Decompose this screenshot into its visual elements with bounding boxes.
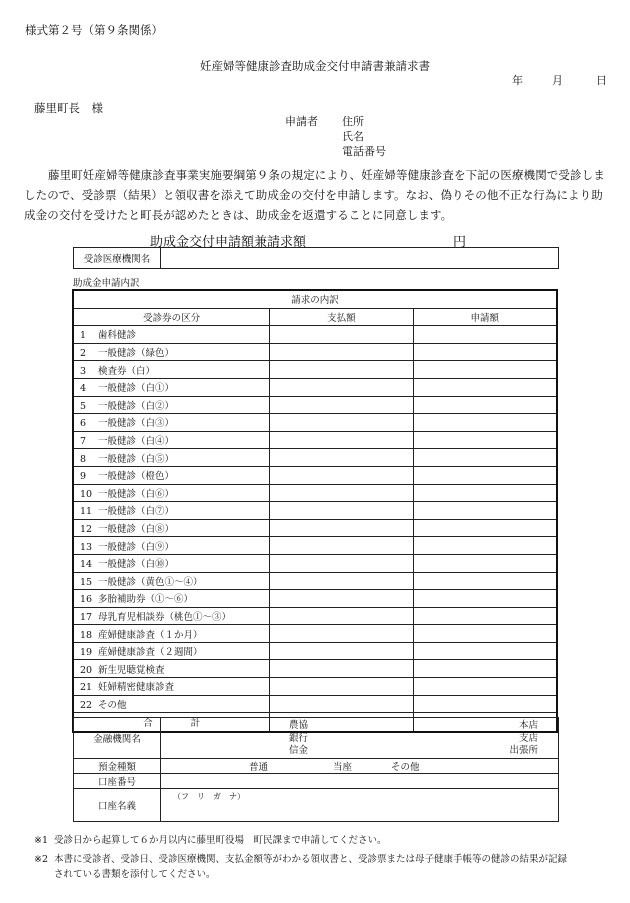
row-number: 20 (80, 664, 93, 676)
row-label: 検査券（白） (98, 365, 156, 377)
row-category (73, 572, 270, 590)
row-claim-amount-cell[interactable] (413, 537, 557, 555)
row-claim-amount-cell[interactable] (413, 519, 557, 537)
row-label: 一般健診（白⑥） (98, 488, 175, 500)
row-number: 16 (80, 594, 93, 606)
row-paid-amount-cell[interactable] (270, 326, 413, 344)
column-header-category: 受診券の区分 (73, 308, 270, 326)
row-category (73, 484, 270, 502)
breakdown-row (73, 414, 557, 432)
note-2 (34, 851, 567, 865)
breakdown-row (73, 660, 557, 678)
applicant-address-label: 住所 (342, 115, 364, 128)
column-header-claim: 申請額 (413, 308, 557, 326)
row-category (73, 466, 270, 484)
row-category (73, 554, 270, 572)
row-paid-amount-cell[interactable] (270, 502, 413, 520)
row-label: 一般健診（白④） (98, 436, 175, 448)
row-claim-amount-cell[interactable] (413, 378, 557, 396)
row-paid-amount-cell[interactable] (270, 590, 413, 608)
breakdown-row (73, 642, 557, 660)
breakdown-row (73, 326, 557, 344)
applicant-name-label: 氏名 (342, 130, 364, 143)
row-claim-amount-cell[interactable] (413, 396, 557, 414)
breakdown-row (73, 343, 557, 361)
row-paid-amount-cell[interactable] (270, 537, 413, 555)
deposit-type-label: 預金種類 (74, 759, 161, 774)
row-claim-amount-cell[interactable] (413, 502, 557, 520)
row-label: 一般健診（白①） (98, 383, 175, 395)
row-category (73, 695, 270, 713)
applicant-label: 申請者 (285, 115, 318, 128)
account-holder-kana-label: （フ リ ガ ナ） (173, 792, 245, 801)
clinic-table (73, 247, 559, 269)
date-day: 日 (596, 74, 607, 87)
row-number: 19 (80, 647, 93, 659)
row-label: 一般健診（白⑦） (98, 506, 175, 518)
row-number: 4 (80, 383, 87, 395)
row-label: 一般健診（白⑨） (98, 541, 175, 553)
row-claim-amount-cell[interactable] (413, 695, 557, 713)
account-number-label: 口座番号 (74, 774, 161, 789)
row-label: 一般健診（黄色①～④） (98, 576, 203, 588)
row-claim-amount-cell[interactable] (413, 343, 557, 361)
row-label: 歯科健診 (98, 330, 137, 342)
row-paid-amount-cell[interactable] (270, 695, 413, 713)
declaration-text: 藤里町妊産婦等健康診査事業実施要綱第９条の規定により、妊産婦等健康診査を下記の医療機関で受診しましたので、受診票（結果）と領収書を添えて助成金の交付を申請します。なお、偽りその他不正な行為により助成金の交付を受けたと町長が認めたときは、助成金を返還することに同意します。 (24, 168, 605, 222)
row-label: 一般健診（白⑩） (98, 559, 175, 571)
note-2-continued (34, 866, 216, 880)
breakdown-row (73, 466, 557, 484)
addressee: 藤里町長 様 (34, 101, 103, 115)
row-label: 一般健診（緑色） (98, 348, 175, 360)
total-label: 合 計 (73, 713, 270, 733)
breakdown-row (73, 484, 557, 502)
row-category (73, 343, 270, 361)
row-claim-amount-cell[interactable] (413, 431, 557, 449)
amount-line[interactable] (150, 231, 468, 248)
row-paid-amount-cell[interactable] (270, 484, 413, 502)
row-paid-amount-cell[interactable] (270, 343, 413, 361)
bank-type-bank: 銀行 (289, 732, 309, 744)
note-1-text: 受診日から起算して６か月以内に藤里町役場 町民課まで申請してください。 (54, 835, 387, 846)
row-category (73, 625, 270, 643)
row-category (73, 326, 270, 344)
branch-type-branch: 支店 (518, 732, 538, 744)
row-number: 18 (80, 629, 93, 641)
row-number: 5 (80, 400, 87, 412)
row-label: 多胎補助券（①～⑥） (98, 594, 194, 606)
bank-type-agri: 農協 (289, 720, 309, 731)
row-category (73, 431, 270, 449)
row-claim-amount-cell[interactable] (413, 466, 557, 484)
breakdown-row (73, 396, 557, 414)
deposit-type-ordinary[interactable]: 普通 (249, 762, 269, 773)
bank-institution-label: 金融機関名 (74, 718, 161, 759)
row-label: 一般健診（白⑧） (98, 524, 175, 536)
row-category (73, 378, 270, 396)
row-claim-amount-cell[interactable] (413, 326, 557, 344)
breakdown-row (73, 695, 557, 713)
row-label: 一般健診（白③） (98, 418, 175, 430)
row-paid-amount-cell[interactable] (270, 554, 413, 572)
date-fields (512, 72, 607, 88)
row-number: 14 (80, 559, 93, 571)
row-number: 15 (80, 576, 93, 588)
row-paid-amount-cell[interactable] (270, 607, 413, 625)
row-claim-amount-cell[interactable] (413, 554, 557, 572)
row-category (73, 361, 270, 379)
row-claim-amount-cell[interactable] (413, 449, 557, 467)
row-claim-amount-cell[interactable] (413, 484, 557, 502)
clinic-value-field[interactable] (161, 248, 559, 269)
deposit-type-field[interactable] (161, 759, 559, 774)
note-2-continued-text: されている書類を添付してください。 (54, 869, 216, 880)
row-number: 13 (80, 541, 93, 553)
row-paid-amount-cell[interactable] (270, 361, 413, 379)
note-2-text: 本書に受診者、受診日、受診医療機関、支払金額等がわかる領収書と、受診票または母子健康手帳等の健診の結果が記録 (54, 854, 568, 865)
note-2-mark: ※2 (34, 854, 49, 865)
row-label: 新生児聴覚検査 (98, 664, 165, 676)
row-category (73, 642, 270, 660)
breakdown-group-header: 請求の内訳 (73, 290, 557, 308)
row-category (73, 502, 270, 520)
row-number: 9 (80, 471, 87, 483)
amount-unit: 円 (452, 235, 466, 250)
deposit-type-other[interactable]: その他 (391, 762, 420, 773)
row-number: 1 (80, 330, 87, 342)
row-paid-amount-cell[interactable] (270, 396, 413, 414)
row-paid-amount-cell[interactable] (270, 572, 413, 590)
breakdown-section-label: 助成金申請内訳 (73, 278, 140, 289)
row-claim-amount-cell[interactable] (413, 678, 557, 696)
row-category (73, 590, 270, 608)
branch-type-sub: 出張所 (509, 745, 538, 756)
row-claim-amount-cell[interactable] (413, 625, 557, 643)
breakdown-row (73, 607, 557, 625)
row-label: 妊婦精密健康診査 (98, 682, 175, 694)
row-number: 8 (80, 453, 87, 465)
row-category (73, 537, 270, 555)
row-label: 産婦健康診査（１か月） (98, 629, 203, 641)
row-claim-amount-cell[interactable] (413, 642, 557, 660)
row-number: 3 (80, 365, 87, 377)
column-header-paid: 支払額 (270, 308, 413, 326)
row-category (73, 660, 270, 678)
breakdown-row (73, 431, 557, 449)
form-number: 様式第２号（第９条関係） (25, 23, 163, 37)
row-label: 母乳育児相談券（桃色①～③） (98, 611, 232, 623)
row-number: 2 (80, 348, 87, 360)
row-label: 一般健診（白⑤） (98, 453, 175, 465)
bank-type-options (289, 720, 308, 758)
breakdown-row (73, 537, 557, 555)
row-paid-amount-cell[interactable] (270, 378, 413, 396)
row-claim-amount-cell[interactable] (413, 607, 557, 625)
breakdown-row (73, 590, 557, 608)
row-claim-amount-cell[interactable] (413, 590, 557, 608)
branch-type-options (509, 720, 538, 758)
breakdown-row (73, 625, 557, 643)
account-number-field[interactable] (161, 774, 559, 789)
document-title: 妊産婦等健康診査助成金交付申請書兼請求書 (200, 59, 430, 73)
breakdown-row (73, 572, 557, 590)
row-paid-amount-cell[interactable] (270, 519, 413, 537)
breakdown-table (72, 289, 558, 733)
row-paid-amount-cell[interactable] (270, 466, 413, 484)
row-category (73, 414, 270, 432)
row-paid-amount-cell[interactable] (270, 642, 413, 660)
breakdown-row (73, 554, 557, 572)
row-label: その他 (98, 699, 127, 711)
deposit-type-current[interactable]: 当座 (333, 762, 353, 773)
breakdown-row (73, 502, 557, 520)
row-paid-amount-cell[interactable] (270, 414, 413, 432)
clinic-label: 受診医療機関名 (74, 248, 161, 269)
breakdown-row (73, 378, 557, 396)
row-number: 22 (80, 699, 93, 711)
row-label: 一般健診（橙色） (98, 471, 175, 483)
row-number: 6 (80, 418, 87, 430)
breakdown-row (73, 519, 557, 537)
row-label: 一般健診（白②） (98, 400, 175, 412)
bank-type-shinkin: 信金 (289, 745, 309, 756)
row-paid-amount-cell[interactable] (270, 625, 413, 643)
date-month: 月 (552, 74, 563, 87)
bank-institution-field[interactable] (161, 718, 559, 759)
branch-type-main: 本店 (518, 720, 538, 731)
row-claim-amount-cell[interactable] (413, 414, 557, 432)
row-label: 産婦健康診査（２週間） (98, 647, 203, 659)
row-claim-amount-cell[interactable] (413, 361, 557, 379)
row-number: 12 (80, 524, 93, 536)
row-category (73, 396, 270, 414)
row-paid-amount-cell[interactable] (270, 678, 413, 696)
row-paid-amount-cell[interactable] (270, 660, 413, 678)
date-year: 年 (512, 74, 523, 87)
breakdown-rows (73, 326, 557, 713)
amount-label: 助成金交付申請額兼請求額 (150, 235, 307, 250)
row-number: 21 (80, 682, 93, 694)
row-paid-amount-cell[interactable] (270, 449, 413, 467)
row-category (73, 449, 270, 467)
row-number: 7 (80, 436, 87, 448)
breakdown-row (73, 361, 557, 379)
row-number: 17 (80, 611, 93, 623)
account-holder-field[interactable] (161, 789, 559, 822)
row-category (73, 519, 270, 537)
note-1-mark: ※1 (34, 835, 49, 846)
breakdown-row (73, 449, 557, 467)
breakdown-row (73, 678, 557, 696)
row-claim-amount-cell[interactable] (413, 660, 557, 678)
row-number: 11 (80, 506, 93, 518)
applicant-phone-label: 電話番号 (342, 145, 386, 158)
row-category (73, 607, 270, 625)
row-category (73, 678, 270, 696)
row-claim-amount-cell[interactable] (413, 572, 557, 590)
account-holder-label: 口座名義 (74, 789, 161, 822)
bank-table (73, 717, 559, 822)
row-number: 10 (80, 488, 93, 500)
row-paid-amount-cell[interactable] (270, 431, 413, 449)
note-1 (34, 832, 387, 846)
